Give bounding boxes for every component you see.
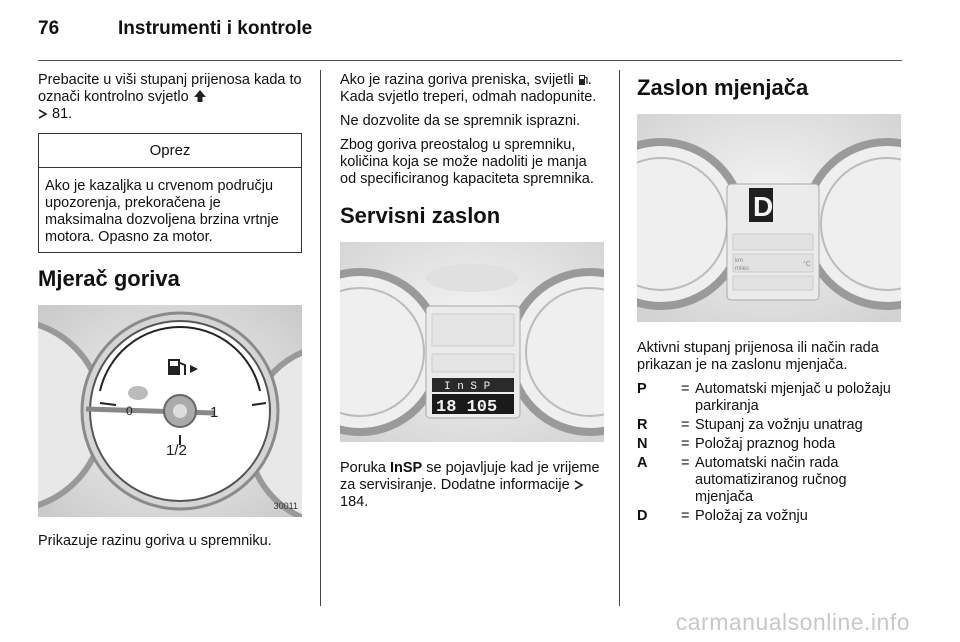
gearbox-display-heading: Zaslon mjenjača xyxy=(637,75,809,100)
caution-box xyxy=(38,133,302,253)
fuel-label-zero: 0 xyxy=(126,404,133,418)
page-reference: 81. xyxy=(52,106,73,122)
column-right xyxy=(637,72,907,527)
definition-key: N xyxy=(637,436,648,452)
column-divider xyxy=(619,70,620,606)
definition-value: Položaj za vožnju xyxy=(695,508,808,524)
definition-row: P = Automatski mjenjač u položaju parkiranja xyxy=(637,381,907,415)
column-divider xyxy=(320,70,321,606)
watermark: carmanualsonline.info xyxy=(675,609,910,635)
figure-code: 30011 xyxy=(273,501,298,511)
fuel-gauge-heading: Mjerač goriva xyxy=(38,266,180,291)
service-message-paragraph: Poruka InSP se pojavljuje kad je vrijeme za servisiranje. Dodatne informacije 184. xyxy=(340,460,600,510)
definition-value: Položaj praznog hoda xyxy=(695,436,836,452)
gearbox-display-illustration xyxy=(637,114,901,322)
fuel-gauge-caption: Prikazuje razinu goriva u spremniku. xyxy=(38,533,272,549)
definition-row: R = Stupanj za vožnju unatrag xyxy=(637,417,907,434)
caution-text: Ako je kazaljka u crvenom području upozorenja, prekoračena je maksimalna dozvoljena brzina vrtnje motora. Opasno za motor. xyxy=(45,178,279,245)
column-middle xyxy=(340,72,604,518)
column-left xyxy=(38,72,302,557)
no-drain-paragraph: Ne dozvolite da se spremnik isprazni. xyxy=(340,113,581,129)
page-title: Instrumenti i kontrole xyxy=(118,18,313,39)
definition-row: D = Položaj za vožnju xyxy=(637,508,907,525)
low-fuel-icon xyxy=(578,73,588,86)
low-fuel-paragraph: Ako je razina goriva preniska, svijetli . Kada svjetlo treperi, odmah nadopunite. xyxy=(340,72,597,105)
definition-key: R xyxy=(637,417,648,433)
page-reference-arrow-icon xyxy=(38,108,48,120)
unit-temp: °C xyxy=(803,261,811,268)
unit-miles: miles xyxy=(735,266,750,272)
service-line1: I n S P xyxy=(444,381,491,393)
caution-title: Oprez xyxy=(39,134,301,168)
fuel-label-full: 1 xyxy=(210,404,219,421)
definition-key: A xyxy=(637,455,648,471)
definition-value: Automatski mjenjač u položaju parkiranja xyxy=(695,381,891,414)
page-reference-arrow-icon xyxy=(574,479,584,491)
header-rule xyxy=(38,60,902,61)
gearbox-caption: Aktivni stupanj prijenosa ili način rada prikazan je na zaslonu mjenjača. xyxy=(637,340,879,373)
fuel-gauge-illustration xyxy=(38,305,302,517)
page-header xyxy=(38,18,312,48)
page-number: 76 xyxy=(38,18,60,39)
residual-fuel-paragraph: Zbog goriva preostalog u spremniku, količina koja se može nadoliti je manja od specificiranog kapaciteta spremnika. xyxy=(340,137,594,187)
fuel-gauge-figure xyxy=(38,305,302,517)
service-line2: 18 105 xyxy=(436,398,498,417)
unit-km: km xyxy=(735,258,743,264)
service-display-figure xyxy=(340,242,604,442)
definition-value: Stupanj za vožnju unatrag xyxy=(695,417,863,433)
service-display-heading: Servisni zaslon xyxy=(340,203,501,228)
service-message-code: InSP xyxy=(389,460,423,476)
definition-row: N = Položaj praznog hoda xyxy=(637,436,907,453)
service-display-illustration xyxy=(340,242,604,442)
gear-definitions xyxy=(637,381,907,525)
shift-up-indicator-icon xyxy=(193,89,207,103)
shift-up-paragraph: Prebacite u viši stupanj prijenosa kada to označi kontrolno svjetlo 81. xyxy=(38,72,302,122)
fuel-label-half: 1/2 xyxy=(166,442,187,459)
definition-key: P xyxy=(637,381,647,397)
definition-value: Automatski način rada automatiziranog ručnog mjenjača xyxy=(695,455,847,505)
definition-key: D xyxy=(637,508,648,524)
page-reference: 184. xyxy=(340,494,369,510)
gearbox-display-figure xyxy=(637,114,901,322)
definition-row: A = Automatski način rada automatiziranog ručnog mjenjača xyxy=(637,455,907,506)
gear-indicator: D xyxy=(753,191,774,222)
